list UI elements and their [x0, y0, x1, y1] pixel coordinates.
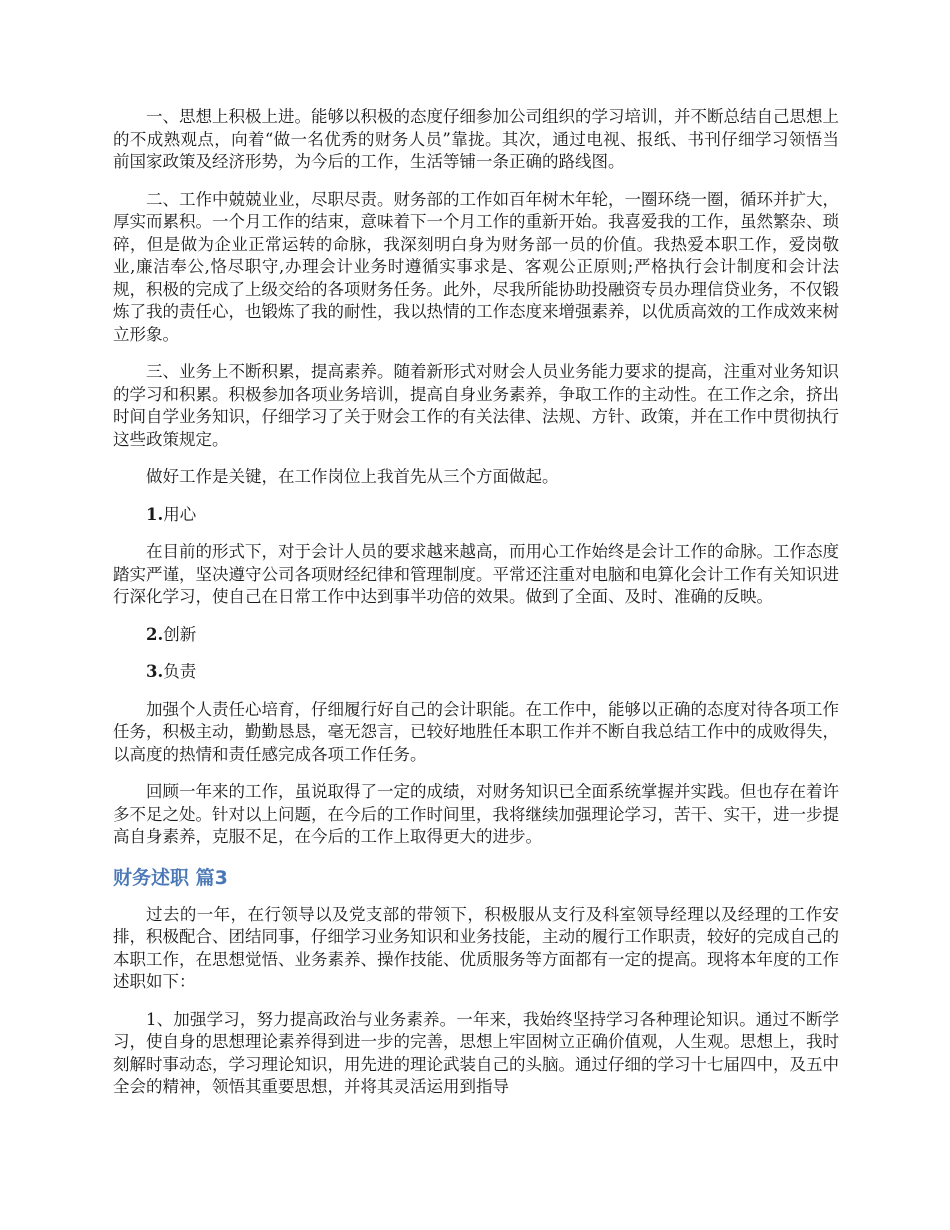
item-number: 3. — [146, 662, 164, 681]
document-body — [113, 106, 839, 1114]
paragraph-key: 做好工作是关键，在工作岗位上我首先从三个方面做起。 — [146, 467, 559, 486]
paragraph-thought: 一、思想上积极上进。能够以积极的态度仔细参加公司组织的学习培训，并不断总结自己思想上的不成熟观点，向着“做一名优秀的财务人员”靠拢。其次，通过电视、报纸、书刊仔细学习领悟当前国家政策及经济形势，为今后的工作，生活等铺一条正确的路线图。 — [113, 107, 839, 171]
section-heading: 财务述职 篇3 — [113, 866, 228, 889]
item-heading-2 — [113, 624, 839, 647]
item-label: 负责 — [163, 662, 197, 681]
item-number: 1. — [146, 504, 164, 524]
item-heading-3 — [113, 661, 839, 684]
item-label: 创新 — [163, 624, 197, 644]
paragraph-section3-study: 1、加强学习，努力提高政治与业务素养。一年来，我始终坚持学习各种理论知识。通过不断学习，使自身的思想理论素养得到进一步的完善，思想上牢固树立正确价值观，人生观。思想上，我时刻解时事动态，学习理论知识，用先进的理论武装自己的头脑。通过仔细的学习十七届四中，及五中全会的精神，领悟其重要思想，并将其灵活运用到指导 — [113, 1009, 839, 1096]
paragraph-review: 回顾一年来的工作，虽说取得了一定的成绩，对财务知识已全面系统掌握并实践。但也存在着许多不足之处。针对以上问题，在今后的工作时间里，我将继续加强理论学习，苦干、实干，进一步提高自身素养，克服不足，在今后的工作上取得更大的进步。 — [113, 782, 839, 846]
item-label: 用心 — [163, 504, 197, 524]
paragraph-item1: 在目前的形式下，对于会计人员的要求越来越高，而用心工作始终是会计工作的命脉。工作态度踏实严谨，坚决遵守公司各项财经纪律和管理制度。平常还注重对电脑和电算化会计工作有关知识进行深化学习，使自己在日常工作中达到事半功倍的效果。做到了全面、及时、准确的反映。 — [113, 542, 839, 606]
item-heading-1 — [113, 504, 839, 527]
paragraph-work: 二、工作中兢兢业业，尽职尽责。财务部的工作如百年树木年轮，一圈环绕一圈，循环并扩大，厚实而累积。一个月工作的结束，意味着下一个月工作的重新开始。我喜爱我的工作，虽然繁杂、琐碎，但是做为企业正常运转的命脉，我深刻明白身为财务部一员的价值。我热爱本职工作，爱岗敬业,廉洁奉公,恪尽职守,办理会计业务时遵循实事求是、客观公正原则;严格执行会计制度和会计法规，积极的完成了上级交给的各项财务任务。此外，尽我所能协助投融资专员办理信贷业务，不仅锻炼了我的责任心，也锻炼了我的耐性，我以热情的工作态度来增强素养，以优质高效的工作成效来树立形象。 — [113, 189, 839, 344]
paragraph-section3-intro: 过去的一年，在行领导以及党支部的带领下，积极服从支行及科室领导经理以及经理的工作安排，积极配合、团结同事，仔细学习业务知识和业务技能，主动的履行工作职责，较好的完成自己的本职工作，在思想觉悟、业务素养、操作技能、优质服务等方面都有一定的提高。现将本年度的工作述职如下： — [113, 904, 839, 991]
item-number: 2. — [146, 624, 164, 644]
paragraph-business: 三、业务上不断积累，提高素养。随着新形式对财会人员业务能力要求的提高，注重对业务知识的学习和积累。积极参加各项业务培训，提高自身业务素养，争取工作的主动性。在工作之余，挤出时间自学业务知识，仔细学习了关于财会工作的有关法律、法规、方针、政策，并在工作中贯彻执行这些政策规定。 — [113, 362, 839, 449]
paragraph-item3: 加强个人责任心培育，仔细履行好自己的会计职能。在工作中，能够以正确的态度对待各项工作任务，积极主动，勤勤恳恳，毫无怨言，已较好地胜任本职工作并不断自我总结工作中的成败得失，以高度的热情和责任感完成各项工作任务。 — [113, 699, 839, 764]
